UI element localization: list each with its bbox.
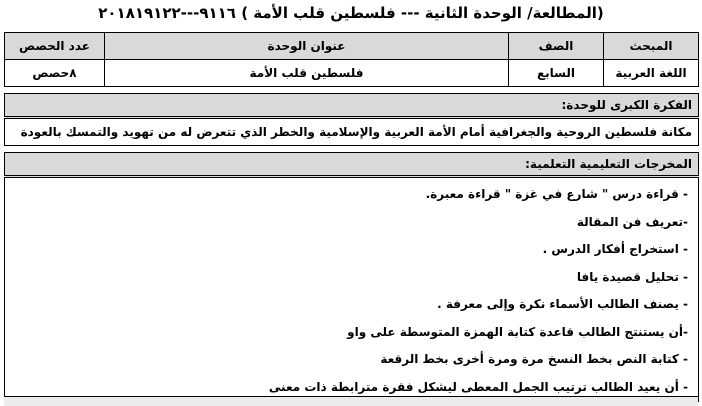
big-idea-text-row [5,118,699,146]
outcomes-list-row [5,177,699,402]
unit-title-header: عنوان الوحدة [105,33,509,60]
spacer-row [5,87,699,94]
grade-header: الصف [509,33,604,60]
spacer-cell [5,87,699,94]
outcome-item: - أن يعيد الطالب ترتيب الجمل المعطى ليشكل فقرة مترابطة ذات معنى [268,379,688,394]
outcome-item: -أن يستنتج الطالب قاعدة كتابة الهمزة المتوسطة على واو [347,324,688,339]
outcome-item: - تحليل قصيدة يافا [576,269,688,284]
info-value-row [5,60,699,87]
big-idea-heading: الفكرة الكبرى للوحدة: [5,94,699,118]
big-idea-text: مكانة فلسطين الروحية والجغرافية أمام الأمة العربية والإسلامية والخطر الذي تتعرض له من تهويد والتمسك بالعودة [5,118,699,146]
lesson-count-value: ٨حصص [5,60,105,87]
grade-value: السابع [509,60,604,87]
info-header-row [5,33,699,60]
unit-plan-table [4,32,699,402]
outcomes-cell [5,177,699,402]
outcomes-heading: المخرجات التعليمية التعلمية: [5,153,699,177]
spacer-row [5,146,699,153]
outcomes-heading-row [5,153,699,177]
outcome-item: - قراءة درس " شارع في غزة " قراءة معبرة. [425,187,688,201]
unit-title-value: فلسطين قلب الأمة [105,60,509,87]
outcome-item: - كتابة النص بخط النسخ مرة ومرة أخرى بخط الرقعة [380,352,688,366]
outcome-item: -تعريف فن المقالة [576,214,688,229]
spacer-cell [5,146,699,153]
page-title: (المطالعة/ الوحدة الثانية --- فلسطين قلب الأمة ) ٩١١٦---٢٠١٨١٩١٢٢ [98,4,604,22]
subject-header: المبحث [604,33,699,60]
subject-value: اللغة العربية [604,60,699,87]
big-idea-heading-row [5,94,699,118]
outcome-item: - يصنف الطالب الأسماء نكرة وإلى معرفة . [437,297,688,311]
outcomes-list [11,178,692,401]
lesson-count-header: عدد الحصص [5,33,105,60]
outcome-item: - استخراج أفكار الدرس . [542,242,688,256]
